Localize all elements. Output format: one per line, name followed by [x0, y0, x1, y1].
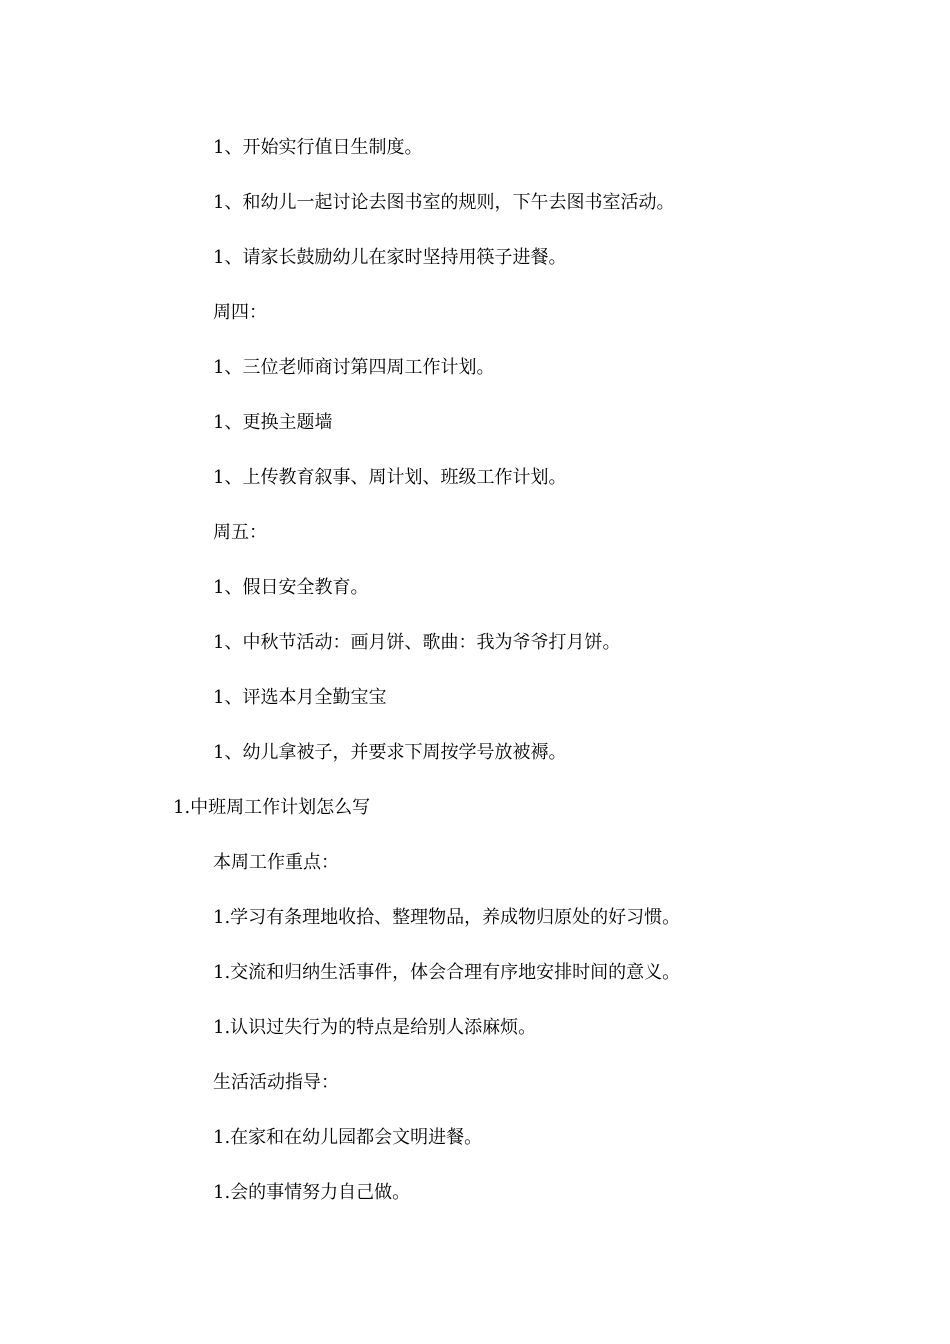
list-item: 1、开始实行值日生制度。 — [213, 137, 423, 158]
list-item: 1、幼儿拿被子，并要求下周按学号放被褥。 — [213, 742, 567, 763]
list-item: 1、中秋节活动：画月饼、歌曲：我为爷爷打月饼。 — [213, 632, 621, 653]
list-item: 1、三位老师商讨第四周工作计划。 — [213, 357, 495, 378]
list-item: 1.在家和在幼儿园都会文明进餐。 — [213, 1127, 483, 1148]
section-title: 1.中班周工作计划怎么写 — [173, 797, 371, 818]
list-item: 1、更换主题墙 — [213, 412, 333, 433]
list-item: 1、评选本月全勤宝宝 — [213, 687, 387, 708]
section-heading-thursday: 周四： — [213, 302, 267, 323]
list-item: 1、上传教育叙事、周计划、班级工作计划。 — [213, 467, 567, 488]
list-item: 1.会的事情努力自己做。 — [213, 1182, 411, 1203]
list-item: 1、和幼儿一起讨论去图书室的规则，下午去图书室活动。 — [213, 192, 675, 213]
list-item: 1、假日安全教育。 — [213, 577, 369, 598]
list-item: 1.交流和归纳生活事件，体会合理有序地安排时间的意义。 — [213, 962, 681, 983]
list-item: 1.认识过失行为的特点是给别人添麻烦。 — [213, 1017, 537, 1038]
list-item: 1.学习有条理地收拾、整理物品，养成物归原处的好习惯。 — [213, 907, 681, 928]
subsection-heading-life: 生活活动指导： — [213, 1072, 339, 1093]
subsection-heading-focus: 本周工作重点： — [213, 852, 339, 873]
list-item: 1、请家长鼓励幼儿在家时坚持用筷子进餐。 — [213, 247, 567, 268]
section-heading-friday: 周五： — [213, 522, 267, 543]
